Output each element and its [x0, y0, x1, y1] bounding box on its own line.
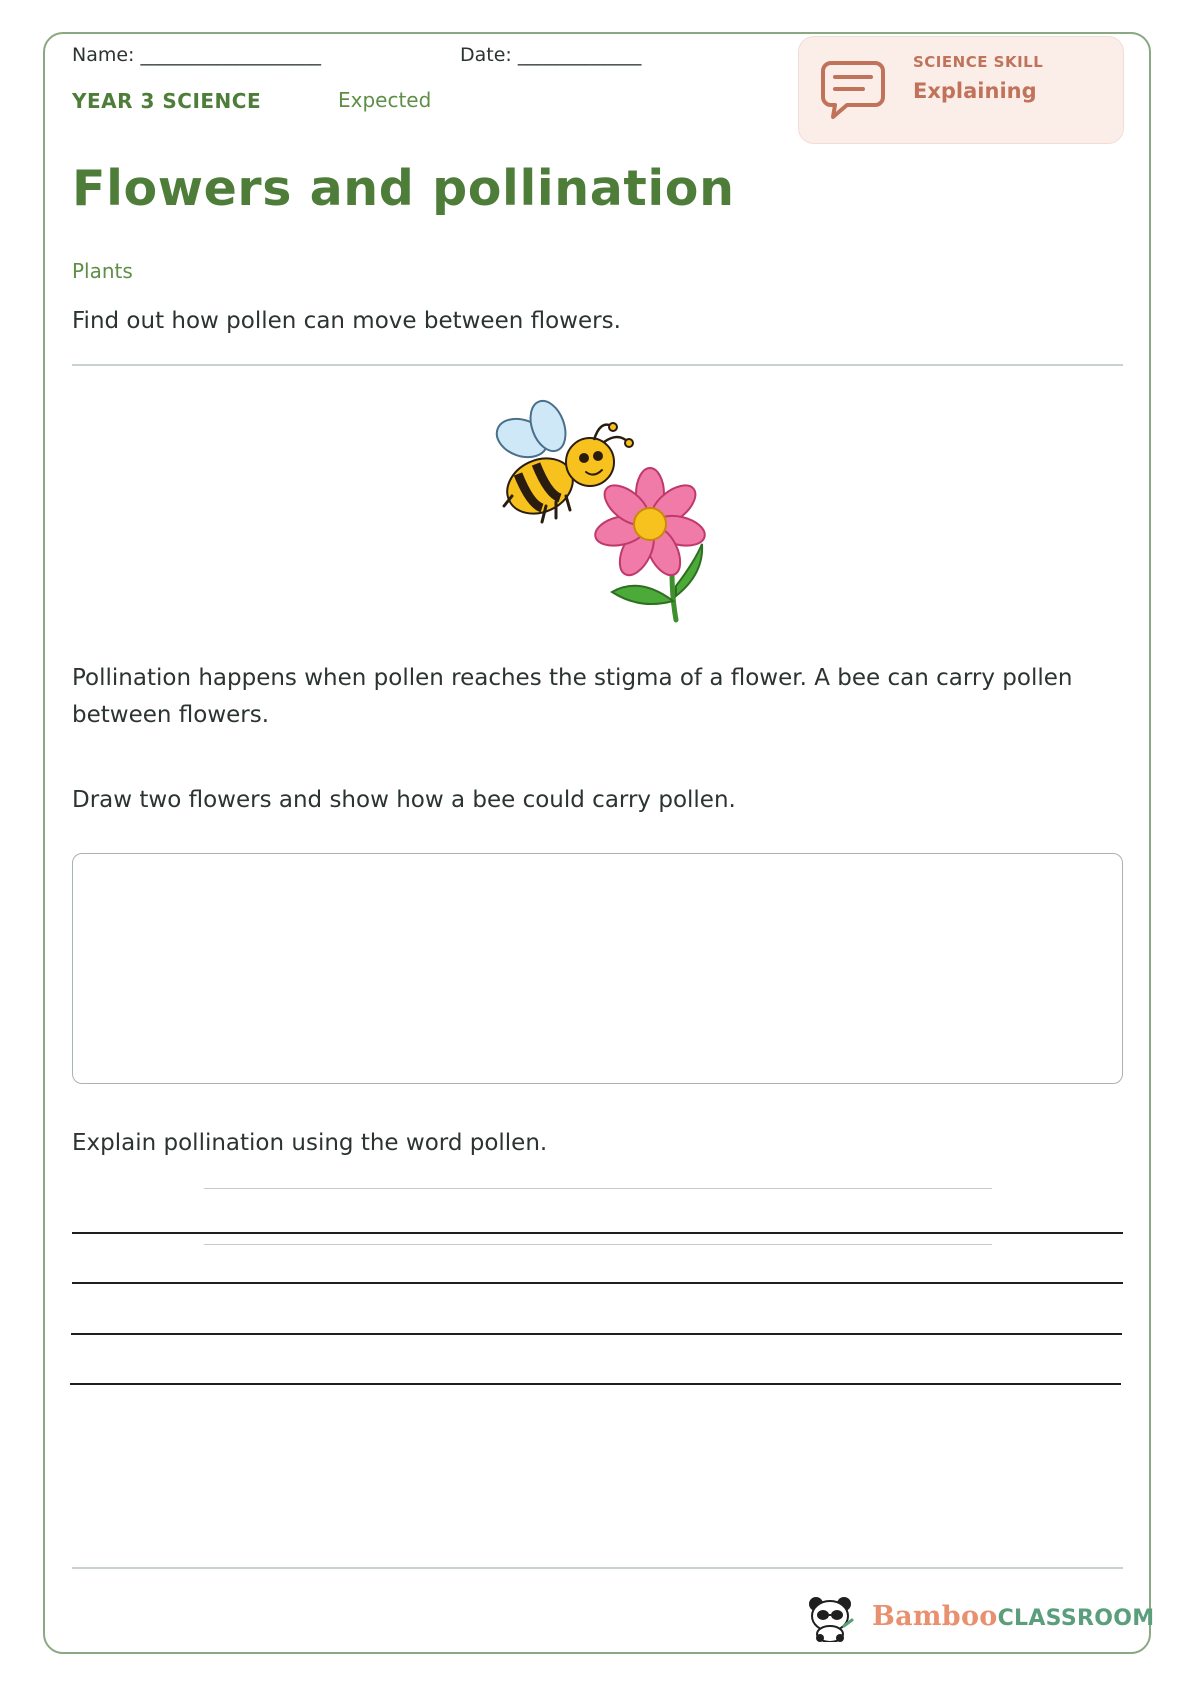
drawing-area[interactable] — [72, 853, 1123, 1084]
year-label: YEAR 3 SCIENCE — [72, 89, 262, 113]
divider — [72, 364, 1123, 366]
name-field[interactable]: Name: ___________________ — [72, 44, 321, 66]
brand-part-classroom: CLASSROOM — [997, 1606, 1155, 1631]
skill-card — [798, 36, 1124, 144]
intro-text: Find out how pollen can move between flowers. — [72, 308, 621, 334]
writing-line[interactable] — [72, 1232, 1123, 1234]
topic-label: Plants — [72, 259, 133, 283]
brand-logo — [872, 1601, 1154, 1632]
speech-bubble-icon — [821, 59, 885, 121]
worksheet-border — [43, 32, 1151, 1654]
draw-task-text: Draw two flowers and show how a bee could carry pollen. — [72, 787, 736, 813]
date-field[interactable]: Date: _____________ — [460, 44, 642, 66]
explain-task-text: Explain pollination using the word pollen. — [72, 1130, 548, 1156]
bee-and-flower-illustration — [490, 396, 720, 626]
skill-caption: SCIENCE SKILL — [913, 53, 1044, 71]
info-text: Pollination happens when pollen reaches the stigma of a flower. A bee can carry pollen between flowers. — [72, 665, 1073, 728]
skill-name: Explaining — [913, 79, 1037, 103]
writing-line[interactable] — [70, 1383, 1121, 1385]
guide-line — [204, 1244, 992, 1245]
brand-part-bamboo: Bamboo — [872, 1601, 998, 1632]
guide-line — [204, 1188, 992, 1189]
level-label: Expected — [338, 88, 432, 112]
page-title: Flowers and pollination — [72, 160, 735, 217]
writing-line[interactable] — [71, 1333, 1122, 1335]
panda-icon — [806, 1596, 854, 1642]
writing-line[interactable] — [72, 1282, 1123, 1284]
footer-divider — [72, 1567, 1123, 1569]
